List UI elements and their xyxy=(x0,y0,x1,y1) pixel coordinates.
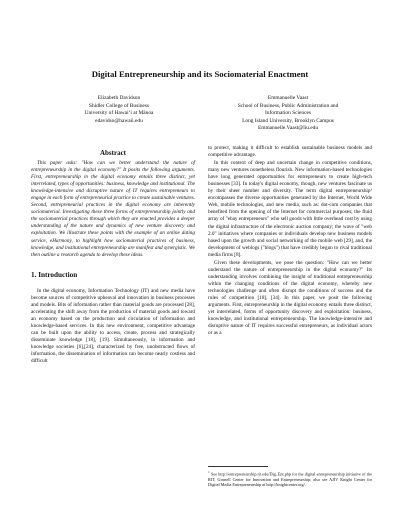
abstract-text: This paper asks: "How can we better understand the nature of entrepreneurship in the digital economy?" It posits the following arguments. First, entrepreneurship in the digital economy entails three distinct, yet interrelated, types of opportunities: business, knowledge and institutional. The knowledge-intensive and disruptive nature of IT requires entrepreneurs to engage in each form of entrepreneurial practice to create sustainable ventures. Second, entrepreneurial practices in the digital economy are inherently sociomaterial. Investigating these three forms of entrepreneurship jointly and the sociomaterial practices through which they are enacted provides a deeper understanding of the nature and dynamics of new venture discovery and exploitation. We illustrate these points with the example of an online dating service, eHarmony, to highlight how sociomaterial practices of business, knowledge, and institutional entrepreneurship are manifest and synergistic. We then outline a research agenda to develop these ideas. xyxy=(31,160,195,258)
footnote xyxy=(208,466,372,488)
section-heading-introduction: 1. Introduction xyxy=(31,270,78,279)
abstract-heading: Abstract xyxy=(99,149,127,157)
body-paragraph: to protect, making it difficult to establish sustainable business models and competitive advantage. xyxy=(208,145,372,159)
intro-paragraph: In the digital economy, Information Technology (IT) and new media have become sources of competitive upheaval and innovation in business processes and models. Bits of information rather than material goods are processed [28], accelerating the shift away from the production of material goods and toward an economy based on the production and circulation of information and knowledge-based services. In this new environment, competitive advantage can be built upon the ability to access, create, process and strategically disseminate knowledge [18], [19]. Simultaneously, in information and knowledge societies [6],[24], characterized by free, unobstructed flows of information, the dissemination of information can become nearly costless and difficult xyxy=(31,287,195,365)
author-affiliation: School of Business, Public Administration and xyxy=(237,102,339,109)
footnote-rule xyxy=(208,466,268,467)
author-email: edavidso@hawaii.edu xyxy=(95,117,143,124)
footnote-mark: 1 xyxy=(208,470,210,474)
right-column xyxy=(208,145,372,338)
author-block-davidson xyxy=(39,95,199,125)
author-affiliation: Shidler College of Business xyxy=(88,102,150,109)
left-column xyxy=(31,149,195,366)
author-block-vaast xyxy=(208,95,368,133)
author-name: Emmanuelle Vaast xyxy=(267,95,309,101)
paper-title: Digital Entrepreneurship and its Sociomaterial Enactment xyxy=(91,69,309,79)
author-institution: Information Sciences xyxy=(265,110,311,117)
author-name: Elizabeth Davidson xyxy=(97,95,141,101)
author-email: Emmanuelle.Vaast@liu.edu xyxy=(257,125,319,132)
body-paragraph: Given these developments, we pose the question: "How can we better understand the nature of entrepreneurship in the digital economy?" Its understanding involves combining the insight of traditional entrepreneurship within the changing conditions of the digital economy, whereby new technologies challenge and often disrupt the conditions of success and the rules of competition [18], [34]. In this paper, we posit the following arguments. First, entrepreneurship in the digital economy entails three distinct, yet interrelated, forms of opportunity discovery and exploitation: business, knowledge, and institutional entrepreneurship. The knowledge-intensive and disruptive nature of IT requires successful entrepreneurs, as individual actors or as a xyxy=(208,259,372,337)
author-institution: University of Hawaiʻi at Mānoa xyxy=(84,110,154,117)
footnote-text: See http://entrepreneurship.rit.edu/Dig_Ent.php for the digital entrepreneurship initiative of the RIT, Gosnell Center for Innovation and Entrepreneurship; also see AJIV Knight Center for Digital Media Entrepreneurship at http://knightcenter.org/. xyxy=(208,471,372,488)
author-institution-campus: Long Island University, Brooklyn Campus xyxy=(242,117,334,124)
body-paragraph: In this context of deep and uncertain change in competitive conditions, many new ventures nonetheless flourish. New information-based technologies have long generated opportunities for entrepreneurs to create high-tech businesses [33]. In today's digital economy, though, new ventures fascinate us by their sheer number and diversity. The term digital entrepreneurship¹ encompasses the diverse opportunities generated by the Internet, World Wide Web, mobile technologies, and new media, such as: dot-com companies that benefited from the opening of the Internet for commercial purposes; the fluid array of "ebay entrepreneurs" who sell goods with little overhead cost by using the digital infrastructure of the electronic auction company; the wave of "web 2.0" initiatives where companies or individuals develop new business models based upon the growth and social networking of the mobile web [29], and, the development of weblogs ("blogs") that have credibly begun to rival traditional media firms [8]. xyxy=(208,160,372,258)
